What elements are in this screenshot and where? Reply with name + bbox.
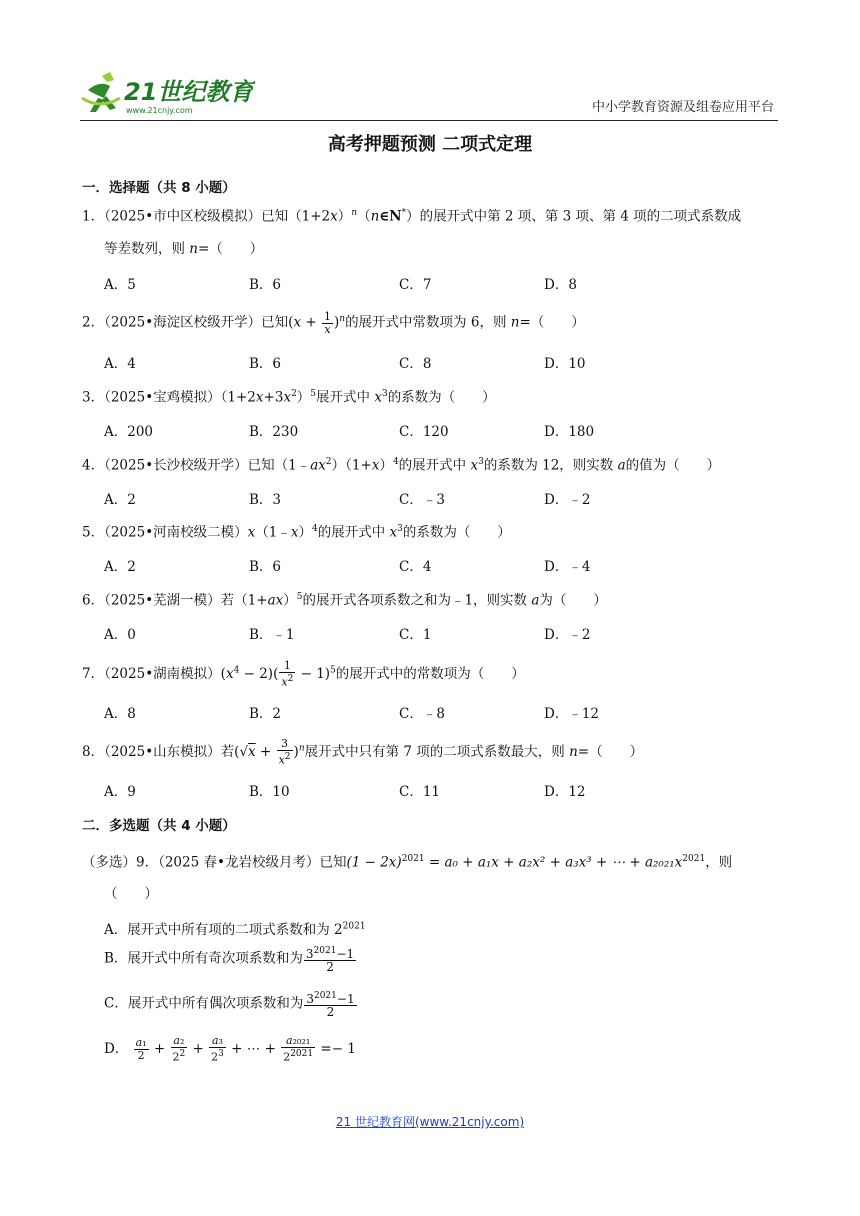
- option-c[interactable]: C．7: [399, 277, 432, 293]
- option-c[interactable]: C．﹣3: [399, 492, 445, 508]
- option-c[interactable]: C．4: [399, 559, 432, 575]
- question-7: 7．（2025•湖南模拟）$(x^4 - 2)$( $\frac{1}{x^2}$ − 1)$^5$的展开式中的常数项为（ ）: [82, 659, 525, 689]
- option-b[interactable]: B．2: [249, 706, 282, 722]
- option-d[interactable]: D．180: [544, 424, 595, 440]
- question-2-options: [104, 352, 704, 372]
- platform-label: 中小学教育资源及组卷应用平台: [591, 100, 774, 115]
- option-d[interactable]: D．10: [544, 356, 586, 372]
- question-9: （多选）9．（2025 春•龙岩校级月考）已知$(1 - 2x)^{2021} = a_0 + a_1x + a_2x^2 + a_3x^3$ + ⋯ + $a_{2021}x^{2021}$，则: [82, 854, 733, 871]
- question-1-cont: 等差数列，则 n=（ ）: [104, 241, 264, 257]
- option-a[interactable]: A．5: [104, 277, 136, 293]
- option-d[interactable]: D．﹣4: [544, 559, 591, 575]
- section-multi-select: 二．多选题（共 4 小题）: [82, 818, 236, 834]
- logo-text: 21世纪教育: [124, 78, 254, 106]
- question-8-options: [104, 780, 704, 800]
- option-b[interactable]: B．6: [249, 277, 282, 293]
- option-d[interactable]: D．﹣12: [544, 706, 600, 722]
- footer-link[interactable]: 21 世纪教育网(www.21cnjy.com): [335, 1115, 525, 1129]
- question-4: 4．（2025•长沙校级开学）已知$(1﹣ax^2)(1+x)^4$的展开式中 $x^3$的系数为 12，则实数 a的值为（ ）: [82, 457, 721, 474]
- page-header: [80, 64, 778, 121]
- option-b[interactable]: B．10: [249, 784, 290, 800]
- question-4-options: [104, 488, 704, 508]
- option-a[interactable]: A．2: [104, 559, 136, 575]
- option-a[interactable]: A．4: [104, 356, 136, 372]
- option-b[interactable]: B．230: [249, 424, 299, 440]
- question-3: 3．（2025•宝鸡模拟）$(1+2x+3x^2)^5$展开式中 $x^3$的系数为（ ）: [82, 389, 496, 406]
- option-a[interactable]: A．0: [104, 627, 136, 643]
- option-a[interactable]: A．2: [104, 492, 136, 508]
- page-title: 高考押题预测 二项式定理: [327, 134, 533, 155]
- option-c[interactable]: C．11: [399, 784, 441, 800]
- option-b[interactable]: B．6: [249, 356, 282, 372]
- option-b[interactable]: B．﹣1: [249, 627, 295, 643]
- question-7-options: [104, 702, 704, 722]
- option-d[interactable]: D．﹣2: [544, 627, 591, 643]
- option-d[interactable]: D．12: [544, 784, 586, 800]
- option-c[interactable]: C．1: [399, 627, 432, 643]
- option-d[interactable]: D． $\frac{\text{a₁}}{2}$ + $\frac{\text{a₂}}{2^2}$ + $\frac{\text{a₃}}{2^3}$ + ⋯ + $\frac{\text{a₂₀₂₁}}{2^{2021}}$ =− 1: [104, 1034, 356, 1064]
- question-8: 8．（2025•山东模拟）若(√x + $\frac{3}{x^2}$ )$^n$展开式中只有第 7 项的二项式系数最大，则 n=（ ）: [82, 737, 644, 767]
- option-c[interactable]: C．120: [399, 424, 449, 440]
- option-d[interactable]: D．8: [544, 277, 577, 293]
- question-9-paren: （ ）: [104, 886, 158, 902]
- option-b[interactable]: B．3: [249, 492, 282, 508]
- question-1: 1．（2025•市中区校级模拟）已知$(1+2x)^n(n\in N^*)$的展开式中第 2 项、第 3 项、第 4 项的二项式系数成: [82, 208, 742, 225]
- logo-21cnjy: [80, 68, 255, 118]
- logo-url: www.21cnjy.com: [126, 106, 193, 115]
- option-d[interactable]: D．﹣2: [544, 492, 591, 508]
- question-2: 2．（2025•海淀区校级开学）已知(x + $\frac{1}{x}$ )$^n$的展开式中常数项为 6，则 n=（ ）: [82, 309, 585, 336]
- option-b[interactable]: B．展开式中所有奇次项系数和为 $\frac{3^{2021}-1}{2}$: [104, 946, 355, 974]
- option-a[interactable]: A．200: [104, 424, 154, 440]
- question-5-options: [104, 555, 704, 575]
- option-c[interactable]: C．﹣8: [399, 706, 445, 722]
- question-6-options: [104, 623, 704, 643]
- section-multiple-choice: 一．选择题（共 8 小题）: [82, 180, 236, 196]
- question-3-options: [104, 420, 704, 440]
- option-c[interactable]: C．8: [399, 356, 432, 372]
- question-1-options: [104, 273, 704, 293]
- option-c[interactable]: C．展开式中所有偶次项系数和为 $\frac{3^{2021}-1}{2}$: [104, 991, 355, 1019]
- option-a[interactable]: A．9: [104, 784, 136, 800]
- question-6: 6．（2025•芜湖一模）若$(1+ax)^5$的展开式各项系数之和为﹣1，则实数 a为（ ）: [82, 592, 607, 609]
- option-a[interactable]: A．展开式中所有项的二项式系数和为 $2^{2021}$: [104, 921, 366, 938]
- option-b[interactable]: B．6: [249, 559, 282, 575]
- question-5: 5．（2025•河南校级二模）x（1﹣x）$^4$的展开式中 $x^3$的系数为（ ）: [82, 524, 511, 541]
- option-a[interactable]: A．8: [104, 706, 136, 722]
